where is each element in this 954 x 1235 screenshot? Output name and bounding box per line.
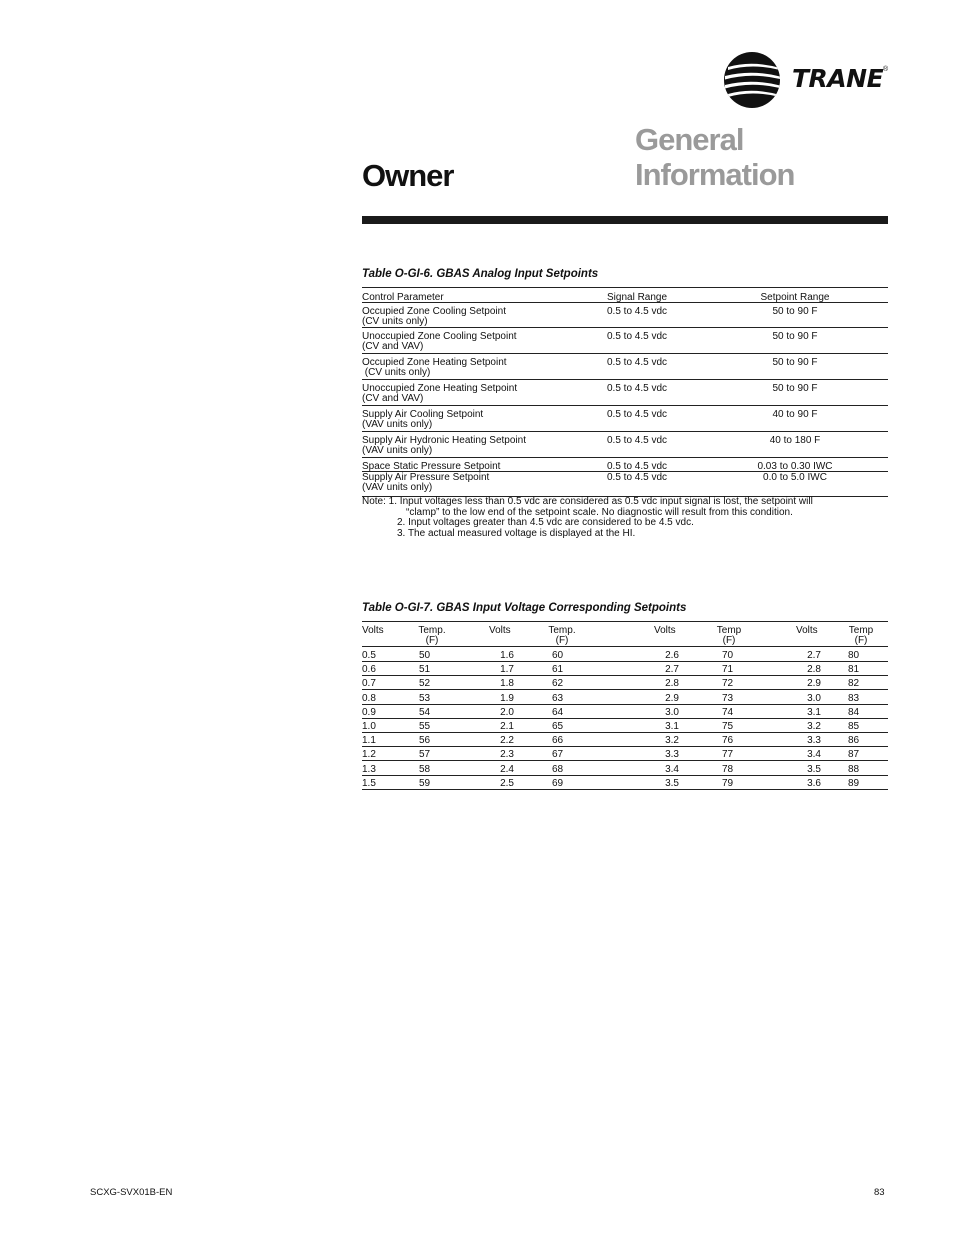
table2-cell: 53 <box>419 692 431 704</box>
table2-cell: 3.1 <box>807 706 821 718</box>
table-row <box>362 327 888 353</box>
table2-cell: 2.8 <box>807 664 821 676</box>
table1-notes <box>362 497 888 539</box>
table2-cell: 60 <box>552 650 564 661</box>
table-row <box>362 689 888 690</box>
table2-cell: 64 <box>552 706 564 718</box>
param-qualifier: (CV units only) <box>362 367 431 378</box>
param-qualifier: (CV and VAV) <box>362 393 424 404</box>
header-rule <box>362 216 888 224</box>
table2-cell: 81 <box>848 664 860 676</box>
table2-cell: 2.7 <box>807 650 821 661</box>
table2-cell: 1.0 <box>362 721 376 732</box>
table-row <box>362 431 888 457</box>
table1-caption: Table O-GI-6. GBAS Analog Input Setpoints <box>362 268 599 280</box>
table2-cell: 62 <box>552 678 564 690</box>
param-qualifier: (CV units only) <box>362 316 428 327</box>
table2-cell: 1.7 <box>500 664 514 676</box>
owner-title: Owner <box>362 158 454 193</box>
table2-cell: 57 <box>419 749 431 761</box>
table2-cell: 3.1 <box>665 721 679 732</box>
table2-cell: 0.7 <box>362 678 376 690</box>
trane-circle-icon <box>722 50 784 112</box>
table-row <box>362 675 888 676</box>
table-row <box>362 732 888 733</box>
table2-cell: 59 <box>419 777 431 789</box>
table2-cell: 88 <box>848 763 860 775</box>
setpoint-range: 0.03 to 0.30 IWC <box>757 461 833 472</box>
table2-cell: 3.3 <box>807 735 821 747</box>
table2-cell: 89 <box>848 777 860 789</box>
table2-header <box>714 626 744 646</box>
header-label: Temp <box>848 625 874 636</box>
table2-cell: 68 <box>552 763 564 775</box>
table2-cell: 1.8 <box>500 678 514 690</box>
table2-cell: 77 <box>722 749 734 761</box>
table2-cell: 1.6 <box>500 650 514 661</box>
table2-cell: 2.6 <box>665 650 679 661</box>
table2-cell: 2.7 <box>665 664 679 676</box>
setpoint-range: 50 to 90 F <box>772 357 818 368</box>
table-row <box>362 661 888 662</box>
signal-range: 0.5 to 4.5 vdc <box>607 331 668 342</box>
table-row <box>362 718 888 719</box>
note-3: 3. The actual measured voltage is displayed at the HI. <box>397 527 636 539</box>
table-row <box>362 704 888 705</box>
table2-cell: 3.2 <box>665 735 679 747</box>
table2-cell: 63 <box>552 692 564 704</box>
setpoint-range: 50 to 90 F <box>772 383 818 394</box>
param-name: Unoccupied Zone Cooling Setpoint <box>362 331 517 342</box>
table2-cell: 80 <box>848 650 860 661</box>
table2-cell: 79 <box>722 777 734 789</box>
setpoint-range: 50 to 90 F <box>772 306 818 317</box>
table2-cell: 66 <box>552 735 564 747</box>
table2-cell: 54 <box>419 706 431 718</box>
table2-cell: 3.4 <box>807 749 821 761</box>
table2-cell: 1.1 <box>362 735 376 747</box>
table2-cell: 84 <box>848 706 860 718</box>
table2-header <box>848 626 874 646</box>
table2-cell: 0.8 <box>362 692 376 704</box>
table2-header <box>547 626 577 646</box>
header-unit: (F) <box>555 635 569 646</box>
header-label: Temp <box>716 625 742 636</box>
table2-header <box>489 626 519 636</box>
table2-cell: 72 <box>722 678 734 690</box>
param-qualifier: (VAV units only) <box>362 445 433 456</box>
table-row <box>362 775 888 776</box>
table2-cell: 82 <box>848 678 860 690</box>
table2-cell: 56 <box>419 735 431 747</box>
signal-range: 0.5 to 4.5 vdc <box>607 435 668 446</box>
setpoint-range: 0.0 to 5.0 IWC <box>763 472 827 483</box>
signal-range: 0.5 to 4.5 vdc <box>607 306 668 317</box>
table2-cell: 3.0 <box>807 692 821 704</box>
section-title <box>635 122 795 192</box>
table2-cell: 3.0 <box>665 706 679 718</box>
table2-cell: 2.9 <box>807 678 821 690</box>
table2-header <box>796 626 826 636</box>
trane-wordmark: TRANE <box>792 64 884 93</box>
table2-cell: 1.2 <box>362 749 376 761</box>
note-1-continued: “clamp” to the low end of the setpoint scale. No diagnostic will result from this condition. <box>406 506 793 518</box>
table2-cell: 3.4 <box>665 763 679 775</box>
table2-cell: 61 <box>552 664 564 676</box>
setpoint-range: 40 to 180 F <box>769 435 821 446</box>
table2-cell: 1.3 <box>362 763 376 775</box>
param-name: Supply Air Pressure Setpoint <box>362 472 490 483</box>
signal-range: 0.5 to 4.5 vdc <box>607 383 668 394</box>
table2-top-rule <box>362 621 888 622</box>
param-name: Occupied Zone Heating Setpoint <box>362 357 507 368</box>
analog-input-setpoints-table <box>362 287 888 497</box>
table2-cell: 3.5 <box>665 777 679 789</box>
table2-cell: 0.6 <box>362 664 376 676</box>
table2-cell: 2.3 <box>500 749 514 761</box>
table2-cell: 65 <box>552 721 564 732</box>
table2-cell: 2.2 <box>500 735 514 747</box>
note-2: 2. Input voltages greater than 4.5 vdc are considered to be 4.5 vdc. <box>397 517 694 528</box>
table2-cell: 3.6 <box>807 777 821 789</box>
table2-cell: 2.9 <box>665 692 679 704</box>
table2-cell: 1.9 <box>500 692 514 704</box>
header-label: Temp. <box>418 625 446 636</box>
param-name: Space Static Pressure Setpoint <box>362 461 501 472</box>
param-qualifier: (VAV units only) <box>362 482 433 493</box>
setpoint-range: 40 to 90 F <box>772 409 818 420</box>
table2-header <box>654 626 684 636</box>
table2-cell: 3.3 <box>665 749 679 761</box>
header-label: Volts <box>362 625 384 636</box>
header-control-parameter: Control Parameter <box>362 292 444 303</box>
table2-cell: 52 <box>419 678 431 690</box>
table2-cell: 3.2 <box>807 721 821 732</box>
table2-cell: 87 <box>848 749 860 761</box>
header-unit: (F) <box>425 635 439 646</box>
input-voltage-setpoints-table <box>362 621 888 789</box>
signal-range: 0.5 to 4.5 vdc <box>607 461 668 472</box>
table2-cell: 73 <box>722 692 734 704</box>
header-label: Volts <box>489 625 511 636</box>
setpoint-range: 50 to 90 F <box>772 331 818 342</box>
table-row <box>362 379 888 405</box>
table2-cell: 67 <box>552 749 564 761</box>
table2-cell: 2.1 <box>500 721 514 732</box>
table2-cell: 2.5 <box>500 777 514 789</box>
table-row <box>362 405 888 431</box>
table2-cell: 2.8 <box>665 678 679 690</box>
param-name: Supply Air Cooling Setpoint <box>362 409 484 420</box>
table2-cell: 51 <box>419 664 431 676</box>
table2-cell: 3.5 <box>807 763 821 775</box>
table-row <box>362 353 888 379</box>
table1-header-row <box>362 287 888 302</box>
header-unit: (F) <box>722 635 736 646</box>
table2-caption: Table O-GI-7. GBAS Input Voltage Corresponding Setpoints <box>362 602 687 614</box>
trane-logo <box>722 50 892 110</box>
table2-header <box>362 626 392 636</box>
param-qualifier: (CV and VAV) <box>362 341 424 352</box>
table2-header <box>412 626 452 646</box>
table2-cell: 75 <box>722 721 734 732</box>
table2-cell: 76 <box>722 735 734 747</box>
document-id: SCXG-SVX01B-EN <box>90 1187 173 1198</box>
table2-cell: 85 <box>848 721 860 732</box>
table2-cell: 83 <box>848 692 860 704</box>
header-label: Temp. <box>548 625 576 636</box>
registered-mark: ® <box>883 66 889 73</box>
header-label: Volts <box>796 625 818 636</box>
table2-cell: 0.5 <box>362 650 376 661</box>
table2-cell: 1.5 <box>362 777 376 789</box>
param-qualifier: (VAV units only) <box>362 419 433 430</box>
table2-cell: 69 <box>552 777 564 789</box>
table2-cell: 0.9 <box>362 706 376 718</box>
header-label: Volts <box>654 625 676 636</box>
signal-range: 0.5 to 4.5 vdc <box>607 357 668 368</box>
param-name: Occupied Zone Cooling Setpoint <box>362 306 506 317</box>
section-title-line2: Information <box>635 157 795 192</box>
section-title-line1: General <box>635 122 744 157</box>
param-name: Supply Air Hydronic Heating Setpoint <box>362 435 526 446</box>
table-row <box>362 471 888 497</box>
table-row <box>362 457 888 471</box>
header-unit: (F) <box>854 635 868 646</box>
page-number: 83 <box>874 1187 885 1198</box>
table2-cell: 74 <box>722 706 734 718</box>
table2-cell: 50 <box>419 650 431 661</box>
table2-cell: 78 <box>722 763 734 775</box>
note-1: Note: 1. Input voltages less than 0.5 vdc are considered as 0.5 vdc input signal is lost, the setpoint will <box>362 496 813 507</box>
table2-cell: 58 <box>419 763 431 775</box>
table-row <box>362 760 888 761</box>
table2-cell: 71 <box>722 664 734 676</box>
signal-range: 0.5 to 4.5 vdc <box>607 472 668 483</box>
param-name: Unoccupied Zone Heating Setpoint <box>362 383 518 394</box>
table2-cell: 55 <box>419 721 431 732</box>
table-row <box>362 789 888 790</box>
header-setpoint-range: Setpoint Range <box>760 292 830 303</box>
table2-header-rule <box>362 646 888 647</box>
table2-cell: 2.4 <box>500 763 514 775</box>
header-signal-range: Signal Range <box>607 292 668 303</box>
table2-cell: 86 <box>848 735 860 747</box>
table-row <box>362 302 888 327</box>
table2-cell: 70 <box>722 650 734 661</box>
signal-range: 0.5 to 4.5 vdc <box>607 409 668 420</box>
table2-cell: 2.0 <box>500 706 514 718</box>
table-row <box>362 746 888 747</box>
